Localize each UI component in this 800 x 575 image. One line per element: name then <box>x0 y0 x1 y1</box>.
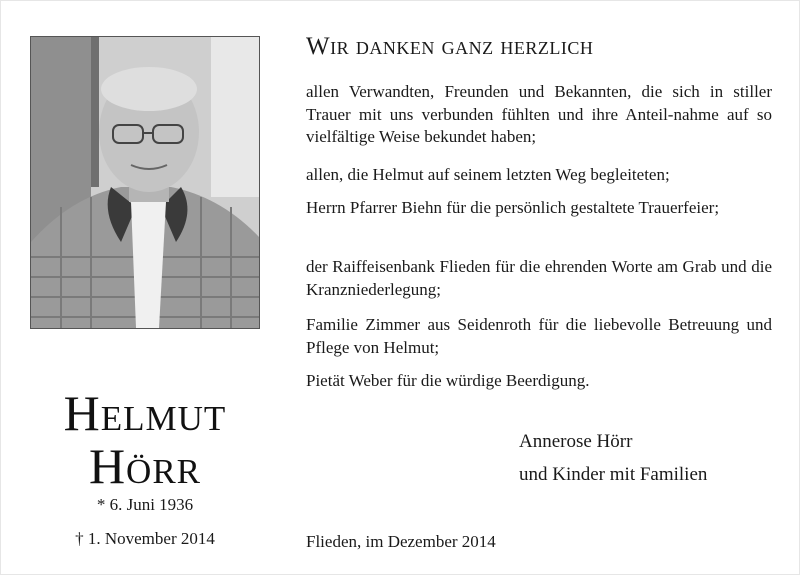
thanks-paragraph: allen, die Helmut auf seinem letzten Weg begleiteten; <box>306 165 670 184</box>
deceased-last-name: Hörr <box>88 438 202 494</box>
birth-date: * 6. Juni 1936 <box>96 495 194 514</box>
thanks-paragraph: Pietät Weber für die würdige Beerdigung. <box>306 371 590 390</box>
deceased-first-name: Helmut <box>63 385 227 441</box>
thanks-paragraph: allen Verwandten, Freunden und Bekannten, die sich in stiller Trauer mit uns verbunden fühlten und ihre Anteil-nahme auf so vielfältige Weise bekundet haben; <box>306 82 772 146</box>
thanks-paragraph: Familie Zimmer aus Seidenroth für die liebevolle Betreuung und Pflege von Helmut; <box>306 315 772 357</box>
portrait-photo <box>30 36 260 329</box>
signature-family: und Kinder mit Familien <box>519 464 708 485</box>
place-date: Flieden, im Dezember 2014 <box>306 532 496 551</box>
thanks-paragraph: Herrn Pfarrer Biehn für die persönlich gestaltete Trauerfeier; <box>306 198 720 217</box>
death-date: † 1. November 2014 <box>75 529 215 548</box>
thanks-heading: Wir danken ganz herzlich <box>306 33 594 60</box>
signature-name: Annerose Hörr <box>519 431 633 452</box>
thanks-paragraph: der Raiffeisenbank Flieden für die ehrenden Worte am Grab und die Kranzniederlegung; <box>306 257 772 299</box>
